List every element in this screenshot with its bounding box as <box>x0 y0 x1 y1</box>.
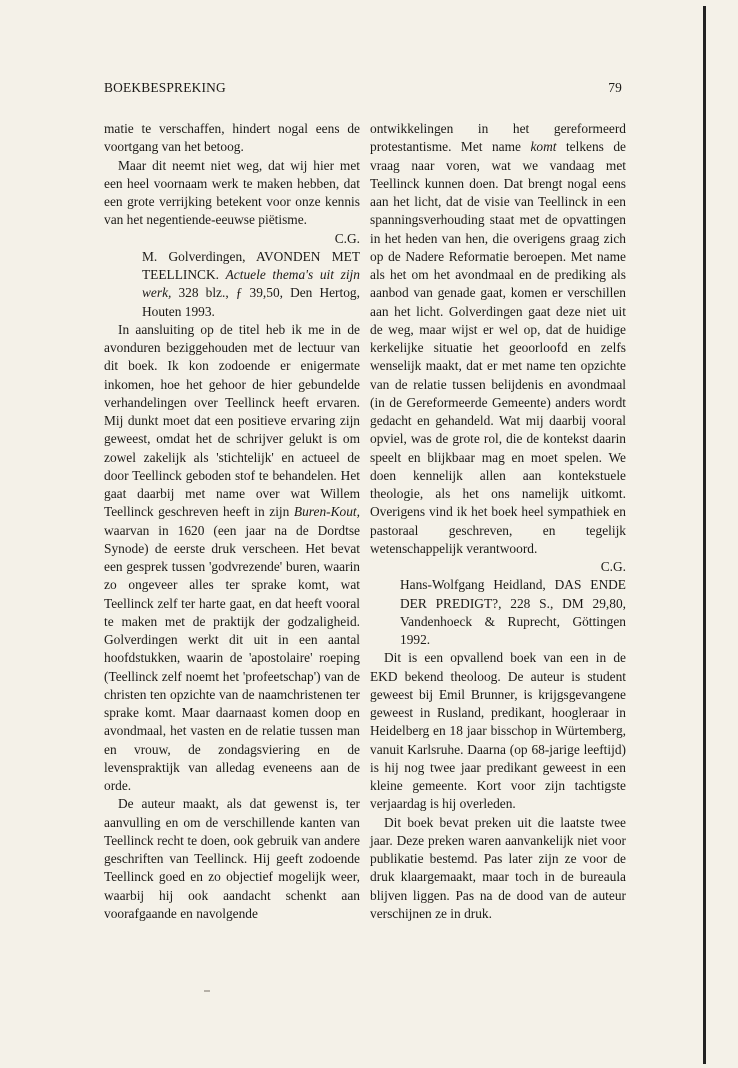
citation-author-title: M. Golverdingen, AVONDEN MET TEELLINCK. <box>142 248 360 282</box>
book-citation <box>104 248 360 321</box>
right-column <box>370 120 626 923</box>
page-number: 79 <box>608 80 622 95</box>
paragraph-text: In aansluiting op de titel heb ik me in de avonduren beziggehouden met de lectuur van dit boek. Ik kon zodoende er enigermate inkomen, hoe het gehoor de hier gebundelde verhandelingen over Teellinck heeft ervaren. Mij dunkt moet dat een positieve ervaring zijn geweest, omdat het de schrijver gelukt is om zowel zakelijk als 'stichtelijk' en actueel de door Teellinck geboden stof te behandelen. Het gaat daarbij met name over wat Willem Teellinck geschreven heeft in zijn <box>104 321 360 520</box>
left-column <box>104 120 360 923</box>
reviewer-signature: C.G. <box>600 559 626 574</box>
book-title-italic: Buren-Kout, <box>293 504 360 520</box>
paragraph: De auteur maakt, als dat gewenst is, ter aanvulling en om de verschillende kanten van Teellinck recht te doen, ook gebruik van andere geschriften van Teellinck. Hij geeft zodoende Teellinck goed en zo objectief mogelijk weer, waarbij hij ook aandacht schenkt aan voorafgaande en navolgende <box>104 796 360 921</box>
paragraph-text: telkens de vraag naar voren, wat we vandaag met Teellinck kunnen doen. Dat brengt nogal eens aan het licht, dat de visie van Teellinck in een spanningsverhouding staat met de opvattingen in het heden van hen, die overigens graag zich op de Nadere Reformatie beroepen. Met name als het om het avondmaal en de prediking als aanbod van genade gaat, komen er verschillen aan het licht. Golverdingen gaat deze niet uit de weg, maar wijst er wel op, dat de huidige kerkelijke situatie het geoorloofd en zelfs wenselijk maakt, dat er met name ten opzichte van de relatie tussen belijdenis en avondmaal (in de Gereformeerde Gemeente) anders wordt gedacht en gehandeld. Wat mij daarbij vooral opviel, was de grote rol, die de kontekst daarin speelt en blijkbaar mag en moet spelen. We doen kennelijk allen aan kontekstuele theologie, als het ons namelijk uitkomt. Overigens vind ik het boek heel sympathiek en pastoraal geschreven, en tegelijk wetenschappelijk verantwoord. <box>370 139 626 556</box>
paragraph-text: waarvan in 1620 (een jaar na de Dordtse Synode) de eerste druk verscheen. Het bevat een gesprek tussen 'godvrezende' buren, waarin zo ongeveer alles ter sprake komt, wat Teellinck zelf ter harte gaat, en dat heeft vooral te maken met de praktijk der godzaligheid. Golverdingen werkt dit uit in een aantal hoofdstukken, waarin de 'apostolaire' roeping (Teellinck zelf noemt het 'profeetschap') van de christen ten opzichte van de naamchristenen ter sprake komt. Maar daarnaast komen doop en avondmaal, het vasten en de relatie tussen man en vrouw, de zondagsviering en de levenspraktijk van alledag eveneens aan de orde. <box>104 522 360 793</box>
paragraph <box>370 120 626 558</box>
book-citation: Hans-Wolfgang Heidland, DAS ENDE DER PREDIGT?, 228 S., DM 29,80, Vandenhoeck & Ruprecht, Göttingen 1992. <box>400 577 626 647</box>
section-title: BOEKBESPREKING <box>104 80 226 95</box>
citation-details: 328 blz., ƒ 39,50, Den Hertog, Houten 1993. <box>142 285 360 319</box>
paragraph: Maar dit neemt niet weg, dat wij hier met een heel voornaam werk te maken hebben, dat een grote verrijking betekent voor onze kennis van het negentiende-eeuwse piëtisme. <box>104 157 360 228</box>
paragraph <box>104 321 360 796</box>
reviewer-signature: C.G. <box>334 230 360 246</box>
paragraph: Dit boek bevat preken uit die laatste twee jaar. Deze preken waren aanvankelijk niet voor publikatie bestemd. Pas later zijn ze voor de druk klaargemaakt, maar toch in de bureaula blijven liggen. Pas na de dood van de auteur verschijnen ze in druk. <box>370 814 626 921</box>
scan-page-edge <box>703 6 706 1064</box>
paragraph: Dit is een opvallend boek van een in de EKD bekend theoloog. De auteur is student geweest bij Emil Brunner, is krijgsgevangene geweest in Rusland, predikant, hoogleraar in Heidelberg en 18 jaar bisschop in Würtemberg, vanuit Karlsruhe. Daarna (op 68-jarige leeftijd) is hij nog twee jaar predikant geweest in een kleine gemeente. Kort voor zijn tachtigste verjaardag is hij overleden. <box>370 650 626 812</box>
emphasis-italic: komt <box>530 139 557 155</box>
paragraph-text: ontwikkelingen in het gereformeerd protestantisme. Met name <box>370 121 626 155</box>
citation-subtitle: Actuele thema's uit zijn werk, <box>142 267 360 301</box>
paragraph: matie te verschaffen, hindert nogal eens de voortgang van het betoog. <box>104 121 360 155</box>
scan-smudge <box>204 990 210 992</box>
